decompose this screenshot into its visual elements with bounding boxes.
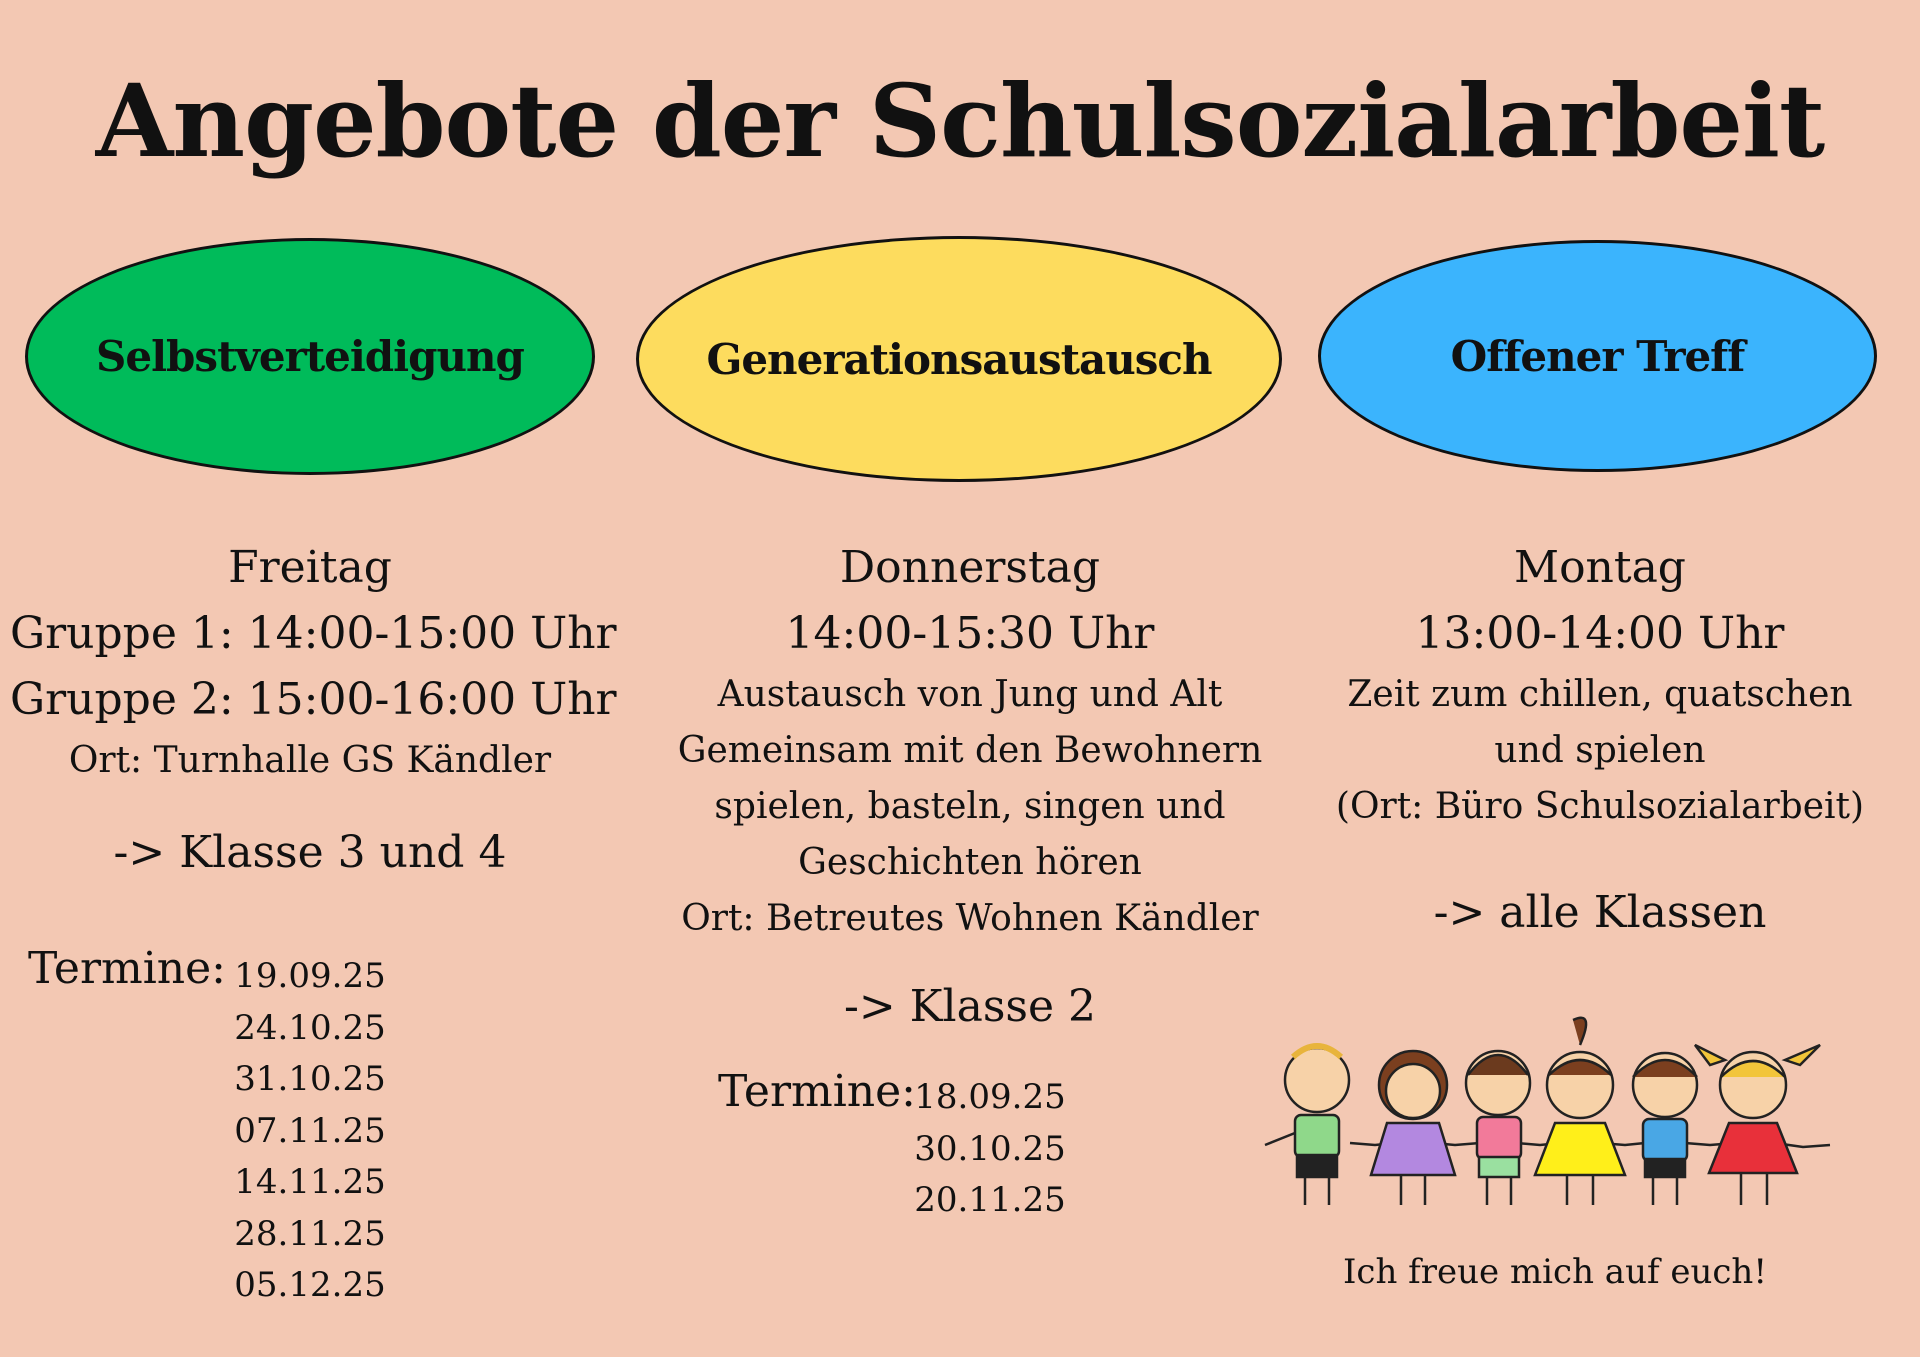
description-line: Gemeinsam mit den Bewohnern — [677, 730, 1263, 771]
heading-selbstverteidigung: Selbstverteidigung — [96, 332, 524, 381]
place-label: (Ort: Büro Schulsozialarbeit) — [1335, 786, 1865, 827]
kid-figure — [1466, 1051, 1530, 1205]
description-line: Geschichten hören — [798, 842, 1142, 883]
dates-list-selbstverteidigung — [220, 951, 400, 1312]
day-label: Montag — [1514, 542, 1686, 593]
date-item: 19.09.25 — [234, 956, 386, 996]
day-label: Donnerstag — [839, 542, 1101, 593]
target-alle-klassen: -> alle Klassen — [1433, 887, 1767, 938]
date-item: 28.11.25 — [234, 1213, 386, 1254]
heading-generationsaustausch: Generationsaustausch — [706, 334, 1212, 384]
page-title: Angebote der Schulsozialarbeit — [95, 62, 1825, 180]
date-item: 24.10.25 — [234, 1007, 386, 1048]
termine-label: Termine: — [28, 943, 226, 994]
column-selbstverteidigung — [10, 535, 617, 789]
day-label: Freitag — [228, 542, 392, 593]
time-group-2: Gruppe 2: 15:00-16:00 Uhr — [10, 674, 617, 725]
description-line: Austausch von Jung und Alt — [717, 674, 1223, 715]
description-line: Zeit zum chillen, quatschen — [1347, 674, 1853, 715]
kid-figure — [1535, 1018, 1625, 1205]
oval-generationsaustausch — [636, 236, 1282, 482]
dates-list-generationsaustausch — [900, 1072, 1080, 1227]
oval-selbstverteidigung — [25, 238, 595, 475]
oval-offener-treff — [1318, 240, 1877, 472]
time-label: 13:00-14:00 Uhr — [1415, 608, 1785, 659]
target-klasse-2: -> Klasse 2 — [843, 981, 1097, 1032]
time-label: 14:00-15:30 Uhr — [785, 608, 1155, 659]
date-item: 05.12.25 — [234, 1265, 386, 1305]
date-item: 14.11.25 — [234, 1162, 386, 1202]
column-generationsaustausch — [650, 535, 1290, 947]
description-line: und spielen — [1494, 730, 1706, 771]
date-item: 30.10.25 — [914, 1128, 1066, 1169]
kid-figure — [1633, 1053, 1697, 1205]
date-item: 20.11.25 — [914, 1180, 1066, 1220]
date-item: 31.10.25 — [234, 1059, 386, 1099]
footer-message: Ich freue mich auf euch! — [1342, 1252, 1767, 1292]
place-label: Ort: Turnhalle GS Kändler — [68, 740, 552, 781]
target-klasse-3-4: -> Klasse 3 und 4 — [113, 827, 507, 878]
kids-holding-hands-illustration — [1255, 1005, 1855, 1225]
termine-label: Termine: — [718, 1066, 916, 1117]
kid-figure — [1285, 1046, 1349, 1205]
kid-figure — [1695, 1045, 1820, 1205]
date-item: 18.09.25 — [914, 1077, 1066, 1117]
place-label: Ort: Betreutes Wohnen Kändler — [681, 898, 1259, 939]
kid-figure — [1371, 1051, 1455, 1205]
heading-offener-treff: Offener Treff — [1450, 331, 1745, 381]
description-line: spielen, basteln, singen und — [714, 786, 1226, 827]
time-group-1: Gruppe 1: 14:00-15:00 Uhr — [10, 608, 617, 659]
column-offener-treff — [1300, 535, 1900, 835]
date-item: 07.11.25 — [234, 1110, 386, 1151]
